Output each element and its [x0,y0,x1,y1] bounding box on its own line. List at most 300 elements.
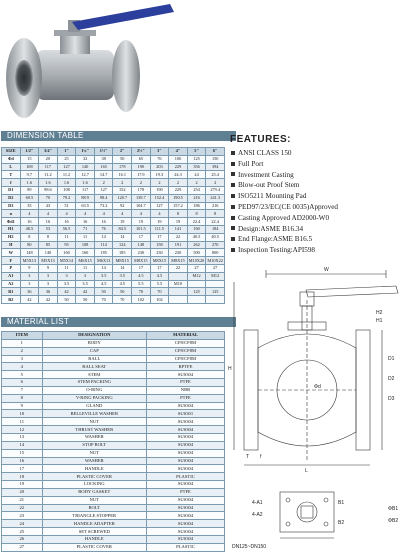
dimension-row [2,171,225,179]
dimension-cell: 4 [113,210,132,218]
material-designation: NUT [42,418,146,426]
material-row [2,496,225,504]
dimension-cell: M10 [169,280,188,288]
dimension-row-label: D3 [2,202,21,210]
material-item: 7 [2,386,43,394]
label-h: H [228,366,232,372]
material-row [2,535,225,543]
dimension-row-label: Φd1 [2,218,21,226]
material-header-cell: DESIGNATION [42,332,146,340]
dimension-cell: 4 [57,210,76,218]
material-header-cell: MATERIAL [146,332,224,340]
dimension-row-label: D2 [2,194,21,202]
material-row [2,363,225,371]
feature-item: Investment Casting [230,170,410,181]
material-item: 10 [2,410,43,418]
dimension-cell: 11.2 [57,171,76,179]
material-designation: NUT [42,496,146,504]
dimension-cell: 185 [94,249,113,257]
dimension-cell: 141 [169,225,188,233]
label-d3: D3 [388,396,395,402]
label-h1: H1 [376,318,383,324]
dimension-cell: 100 [169,155,188,163]
dimension-cell: 17.9 [132,171,151,179]
material-item: 26 [2,535,43,543]
dimension-cell: 500 [187,249,206,257]
material-row [2,410,225,418]
dimension-cell: 800 [206,249,225,257]
dimension-cell: 1.6 [39,179,58,187]
material-value: SUS304 [146,418,224,426]
dimension-cell: 8 [39,233,58,241]
dimension-cell: 17 [150,264,169,272]
dimension-cell: 125 [206,288,225,296]
material-item: 14 [2,441,43,449]
handle [68,4,174,32]
dimension-cell: 4 [150,210,169,218]
dimension-cell: 16.1 [113,171,132,179]
dimension-cell: 50 [113,155,132,163]
dimension-cell: 19 [169,218,188,226]
dimension-row-label: SIZE [2,148,21,156]
material-item: 22 [2,504,43,512]
dimension-cell: 12.7 [76,171,95,179]
dimension-cell: M5X14 [57,257,76,265]
dimension-cell: 120.7 [113,194,132,202]
material-row [2,339,225,347]
dimension-cell: 19 [132,218,151,226]
material-designation: STOP BOLT [42,441,146,449]
dimension-cell: 1.6 [76,179,95,187]
dimension-cell: 16 [94,218,113,226]
dimension-cell: 89 [20,186,39,194]
dimension-cell: 178 [113,163,132,171]
dimension-cell: 127 [57,163,76,171]
dimension-cell: 184 [206,225,225,233]
feature-item: Full Port [230,159,410,170]
dimension-cell: 230 [169,249,188,257]
dimension-cell: 11 [76,264,95,272]
material-designation: HANDLE [42,465,146,473]
dimension-row [2,233,225,241]
dimension-cell: 1.6 [57,179,76,187]
features-panel [230,134,410,256]
dimension-table-title: DIMENSION TABLE [1,131,236,141]
material-designation: STEM PACKING [42,379,146,387]
dimension-cell: 102 [150,296,169,304]
material-row [2,355,225,363]
label-4-a2: 4-A2 [252,512,263,518]
material-designation: BOLT [42,504,146,512]
dimension-row-label: A1 [2,272,21,280]
dimension-cell: M5X13 [20,257,39,265]
dimension-cell: 11 [76,233,95,241]
dimension-cell: 71 [76,225,95,233]
dimension-cell: 19 [150,218,169,226]
dimension-cell: 111.5 [150,225,169,233]
material-designation: WASHER [42,457,146,465]
material-item: 9 [2,402,43,410]
dimension-cell: 5.5 [150,280,169,288]
material-designation: CAP [42,347,146,355]
material-value: SUS304 [146,402,224,410]
dimension-cell: 20 [39,155,58,163]
material-item: 18 [2,473,43,481]
dimension-cell: 1.6 [20,179,39,187]
dimension-cell: 53 [39,225,58,233]
dimension-cell: 4" [169,148,188,156]
dimension-cell [169,288,188,296]
material-value: PTFE [146,394,224,402]
material-value: NBR [146,386,224,394]
dimension-cell: 70 [132,288,151,296]
feature-item: End Flange:ASME B16.5 [230,234,410,245]
material-item: 23 [2,512,43,520]
material-value: SUS304 [146,441,224,449]
material-value: PTFE [146,488,224,496]
dimension-cell: 125 [187,155,206,163]
dimension-cell: 1½" [94,148,113,156]
label-f: f [260,454,262,460]
dimension-cell: 1/2" [20,148,39,156]
label-t: T [246,454,250,460]
material-row [2,481,225,489]
dimension-cell: 50 [57,296,76,304]
dimension-cell: M8X15 [150,257,169,265]
dimension-cell [206,296,225,304]
dimension-cell: 3.5 [57,280,76,288]
dimension-cell: 43 [39,202,58,210]
dimension-cell: 178 [132,186,151,194]
dimension-cell: 2½" [132,148,151,156]
material-row [2,449,225,457]
dimension-cell: 70 [150,288,169,296]
dimension-row [2,272,225,280]
material-designation: BALL SEAT [42,363,146,371]
dimension-cell: 88.9 [76,194,95,202]
dimension-cell: 1" [57,148,76,156]
dimension-cell: 152 [113,186,132,194]
dimension-cell: 9 [39,264,58,272]
dimension-cell: 230 [150,249,169,257]
dimension-cell: 79.2 [57,194,76,202]
dimension-cell: 50 [76,296,95,304]
dimension-row [2,218,225,226]
dimension-cell: 6" [206,148,225,156]
material-value: SUS304 [146,481,224,489]
dimension-cell: 241.3 [206,194,225,202]
dimension-cell: 17 [132,264,151,272]
dimension-cell: 25.4 [206,171,225,179]
features-list [230,148,410,256]
dimension-cell: 117 [76,186,95,194]
dimension-cell: 14 [94,233,113,241]
material-item: 16 [2,457,43,465]
material-designation: NUT [42,449,146,457]
dimension-row-label: B2 [2,296,21,304]
dimension-cell: 262 [187,241,206,249]
material-row [2,371,225,379]
dimension-cell: 60.5 [20,194,39,202]
material-designation: BELLEVILLE WASHER [42,410,146,418]
dimension-row [2,210,225,218]
dimension-row [2,241,225,249]
dimension-row-label: W [2,249,21,257]
material-item: 2 [2,347,43,355]
dimension-cell: 19.3 [150,171,169,179]
dimension-cell: 3/4" [39,148,58,156]
dimension-cell: 2 [169,179,188,187]
dimension-row [2,280,225,288]
dimension-row-label: T [2,171,21,179]
dimension-cell: 356 [187,163,206,171]
dimension-row [2,257,225,265]
dimension-cell [206,280,225,288]
dimension-cell: 70 [94,296,113,304]
label-h2: H2 [376,310,383,316]
material-value: SUS304 [146,426,224,434]
dimension-cell: 3" [150,148,169,156]
dimension-cell: 14 [94,264,113,272]
dimension-cell: 14 [113,233,132,241]
dimension-cell: 185 [113,249,132,257]
material-designation: TRIANGLE STOPPER [42,512,146,520]
material-item: 27 [2,543,43,551]
material-value: SUS304 [146,520,224,528]
material-designation: BODY GASKET [42,488,146,496]
drawing-caption: DN125~DN150 [232,544,267,550]
label-l: L [305,468,308,474]
dimension-cell: 139.7 [132,194,151,202]
dimension-cell: 165 [94,163,113,171]
material-value: SUS304 [146,512,224,520]
material-row [2,418,225,426]
label-phi-b1: ΦB1 [388,506,399,512]
dimension-cell: 150 [206,155,225,163]
dimension-cell: 4.5 [113,280,132,288]
dimension-cell: M10X20 [188,257,205,263]
dimension-row-label: H1 [2,225,21,233]
dimension-cell: 65 [132,155,151,163]
dimension-cell: M8X15 [113,257,132,265]
dimension-row-label: n [2,210,21,218]
material-row [2,512,225,520]
dimension-cell: 17 [150,233,169,241]
material-designation: GLAND [42,402,146,410]
feature-item: PED97/23/EC(CE 0035)Approved [230,202,410,213]
dimension-cell: 4 [20,210,39,218]
material-item: 11 [2,418,43,426]
material-row [2,394,225,402]
dimension-cell: 127 [94,186,113,194]
dimension-cell: 9.7 [20,171,39,179]
dimension-cell: M8X15 [169,257,188,265]
dimension-cell: M6X15 [76,257,95,265]
dimension-cell: 4 [132,210,151,218]
dimension-row-label: A2 [2,280,21,288]
dimension-cell: 158 [150,241,169,249]
dimension-cell: 92 [113,202,132,210]
dimension-cell: 22.4 [206,218,225,226]
dimension-row-label: H2 [2,233,21,241]
dimension-cell [187,296,206,304]
dimension-cell: 27 [187,264,206,272]
dimension-row [2,202,225,210]
dimension-cell: 229 [169,186,188,194]
dimension-cell: 8 [187,210,206,218]
material-item: 6 [2,379,43,387]
dimension-row-label: D1 [2,186,21,194]
label-phi-d: Φd [314,384,321,390]
dimension-cell: 50 [113,288,132,296]
material-designation: THRUST WASHER [42,426,146,434]
dimension-cell: 95 [57,241,76,249]
material-value: SUS304 [146,535,224,543]
dimension-cell: 157.2 [169,202,188,210]
dimension-cell: M10X22 [207,257,223,263]
label-4-a1: 4-A1 [252,500,263,506]
feature-item: ISO5211 Mounting Pad [230,191,410,202]
material-designation: LOCKING [42,481,146,489]
dimension-cell: 36 [39,288,58,296]
dimension-cell: 5.5 [132,280,151,288]
dimension-row [2,296,225,304]
dimension-row [2,288,225,296]
dimension-cell: 3 [20,272,39,280]
material-row [2,347,225,355]
dimension-cell: 140 [39,249,58,257]
dimension-cell: 84.5 [113,225,132,233]
dimension-cell: 394 [206,163,225,171]
feature-item: Design:ASME B16.34 [230,224,410,235]
dimension-cell: 8 [169,210,188,218]
dimension-header-row [2,148,225,156]
material-item: 8 [2,394,43,402]
dimension-cell: 42 [76,288,95,296]
dimension-cell: 51 [57,202,76,210]
dimension-cell: 3 [57,272,76,280]
dimension-cell: 4 [76,210,95,218]
dimension-cell: 254 [187,186,206,194]
material-value: CF8/CF8M [146,355,224,363]
dimension-cell: 76 [150,155,169,163]
material-row [2,488,225,496]
material-item: 1 [2,339,43,347]
material-row [2,473,225,481]
dimension-cell: 117 [39,163,58,171]
material-value: SUS304 [146,496,224,504]
valve-body [36,30,114,100]
dimension-cell [169,272,188,280]
material-item: 13 [2,433,43,441]
material-row [2,528,225,536]
dimension-cell: 24 [187,171,206,179]
dimension-cell: 160 [187,225,206,233]
dimension-cell: 3 [20,280,39,288]
material-value: SUS304 [146,449,224,457]
dimension-cell: 160 [76,249,95,257]
dimension-cell: 216 [206,202,225,210]
dimension-cell: 101.5 [132,225,151,233]
material-item: 5 [2,371,43,379]
dimension-cell: M5X13 [39,257,58,265]
dimension-cell: 140 [76,163,95,171]
dimension-cell: 42 [39,296,58,304]
dimension-cell: 48.5 [20,225,39,233]
material-designation: WASHER [42,433,146,441]
material-row [2,520,225,528]
dimension-cell: M6X13 [94,257,113,265]
dimension-cell: 98.6 [39,186,58,194]
technical-drawing [226,260,413,550]
material-value: SUS304 [146,465,224,473]
dimension-cell: 17 [132,233,151,241]
dimension-cell: 25 [57,155,76,163]
dimension-cell: 190 [132,163,151,171]
dimension-cell: 50 [94,288,113,296]
dimension-cell: 16 [20,218,39,226]
material-value: CF8/CF8M [146,347,224,355]
material-row [2,402,225,410]
dimension-row-label: H [2,241,21,249]
dimension-row-label: f [2,179,21,187]
material-item: 4 [2,363,43,371]
dimension-cell: 16 [39,218,58,226]
dimension-cell: 186 [187,202,206,210]
dimension-cell: 2 [206,179,225,187]
material-value: SUS304 [146,528,224,536]
dimension-cell: 8 [20,233,39,241]
dimension-cell: 279.4 [206,186,225,194]
dimension-cell: 80 [20,241,39,249]
dimension-cell: 114 [94,241,113,249]
material-designation: SET SCREWED [42,528,146,536]
dimension-cell: 190.5 [169,194,188,202]
dimension-cell: 3 [39,272,58,280]
material-item: 15 [2,449,43,457]
material-value: PLASTIC [146,543,224,551]
material-designation: BALL [42,355,146,363]
dimension-cell: 152.4 [150,194,169,202]
dimension-cell: 216 [187,194,206,202]
dimension-row-label: Φd [2,155,21,163]
label-b1: B1 [338,500,345,506]
dimension-cell: 203 [150,163,169,171]
dimension-cell: 148 [20,249,39,257]
dimension-cell: 70 [39,194,58,202]
feature-item: Inspection Testing:API598 [230,245,410,256]
dimension-cell: 63.5 [76,202,95,210]
dimension-row-label: L [2,163,21,171]
dimension-row-label: F [2,257,21,265]
dimension-row [2,194,225,202]
dimension-cell: 5" [187,148,206,156]
material-value: CF8/CF8M [146,339,224,347]
dimension-cell: 73.2 [94,202,113,210]
feature-item: ANSI CLASS 150 [230,148,410,159]
dimension-cell: 85 [39,241,58,249]
material-value: SUS304 [146,457,224,465]
dimension-cell: 3.5 [76,280,95,288]
dimension-cell: 40.5 [187,233,206,241]
dimension-cell: 16 [76,218,95,226]
dimension-cell: 36 [20,288,39,296]
dimension-cell: 191 [169,241,188,249]
dimension-row [2,249,225,257]
dimension-cell: 22 [169,233,188,241]
dimension-row [2,186,225,194]
material-item: 21 [2,496,43,504]
